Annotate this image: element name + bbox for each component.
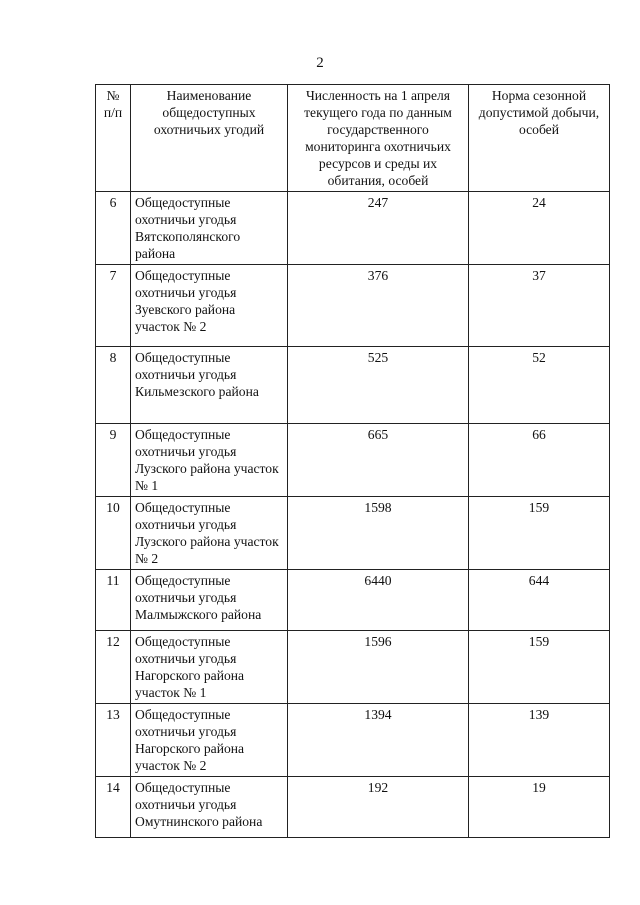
table-row	[96, 347, 610, 424]
row-norm: 37	[469, 265, 610, 347]
row-name: Общедоступные охотничьи угодья Малмыжского района	[131, 570, 288, 631]
row-name: Общедоступные охотничьи угодья Нагорского района участок № 1	[131, 631, 288, 704]
hunting-grounds-table	[95, 84, 610, 838]
table-row	[96, 777, 610, 838]
row-name: Общедоступные охотничьи угодья Лузского района участок № 2	[131, 497, 288, 570]
row-number: 11	[96, 570, 131, 631]
header-norm: Норма сезонной допустимой добычи, особей	[469, 85, 610, 192]
row-number: 6	[96, 192, 131, 265]
header-number: № п/п	[96, 85, 131, 192]
row-name: Общедоступные охотничьи угодья Кильмезского района	[131, 347, 288, 424]
row-number: 9	[96, 424, 131, 497]
row-count: 1596	[288, 631, 469, 704]
row-count: 192	[288, 777, 469, 838]
row-number: 10	[96, 497, 131, 570]
row-norm: 24	[469, 192, 610, 265]
row-name: Общедоступные охотничьи угодья Нагорского района участок № 2	[131, 704, 288, 777]
table-row	[96, 631, 610, 704]
row-count: 376	[288, 265, 469, 347]
row-name: Общедоступные охотничьи угодья Зуевского района участок № 2	[131, 265, 288, 347]
table-row	[96, 704, 610, 777]
row-count: 665	[288, 424, 469, 497]
table-row	[96, 570, 610, 631]
row-norm: 66	[469, 424, 610, 497]
header-name: Наименование общедоступных охотничьих угодий	[131, 85, 288, 192]
row-number: 14	[96, 777, 131, 838]
row-norm: 52	[469, 347, 610, 424]
row-norm: 644	[469, 570, 610, 631]
table-row	[96, 192, 610, 265]
row-norm: 159	[469, 631, 610, 704]
header-count: Численность на 1 апреля текущего года по данным государственного мониторинга охотничьих ресурсов и среды их обитания, особей	[288, 85, 469, 192]
table-row	[96, 424, 610, 497]
row-number: 13	[96, 704, 131, 777]
row-name: Общедоступные охотничьи угодья Омутнинского района	[131, 777, 288, 838]
row-number: 8	[96, 347, 131, 424]
row-number: 12	[96, 631, 131, 704]
row-norm: 159	[469, 497, 610, 570]
row-count: 525	[288, 347, 469, 424]
row-norm: 19	[469, 777, 610, 838]
page-number: 2	[316, 55, 324, 71]
table-row	[96, 265, 610, 347]
row-count: 1394	[288, 704, 469, 777]
row-name: Общедоступные охотничьи угодья Вятскополянского района	[131, 192, 288, 265]
row-count: 1598	[288, 497, 469, 570]
row-norm: 139	[469, 704, 610, 777]
row-name: Общедоступные охотничьи угодья Лузского района участок № 1	[131, 424, 288, 497]
row-number: 7	[96, 265, 131, 347]
table-row	[96, 497, 610, 570]
row-count: 247	[288, 192, 469, 265]
table-header-row	[96, 85, 610, 192]
row-count: 6440	[288, 570, 469, 631]
